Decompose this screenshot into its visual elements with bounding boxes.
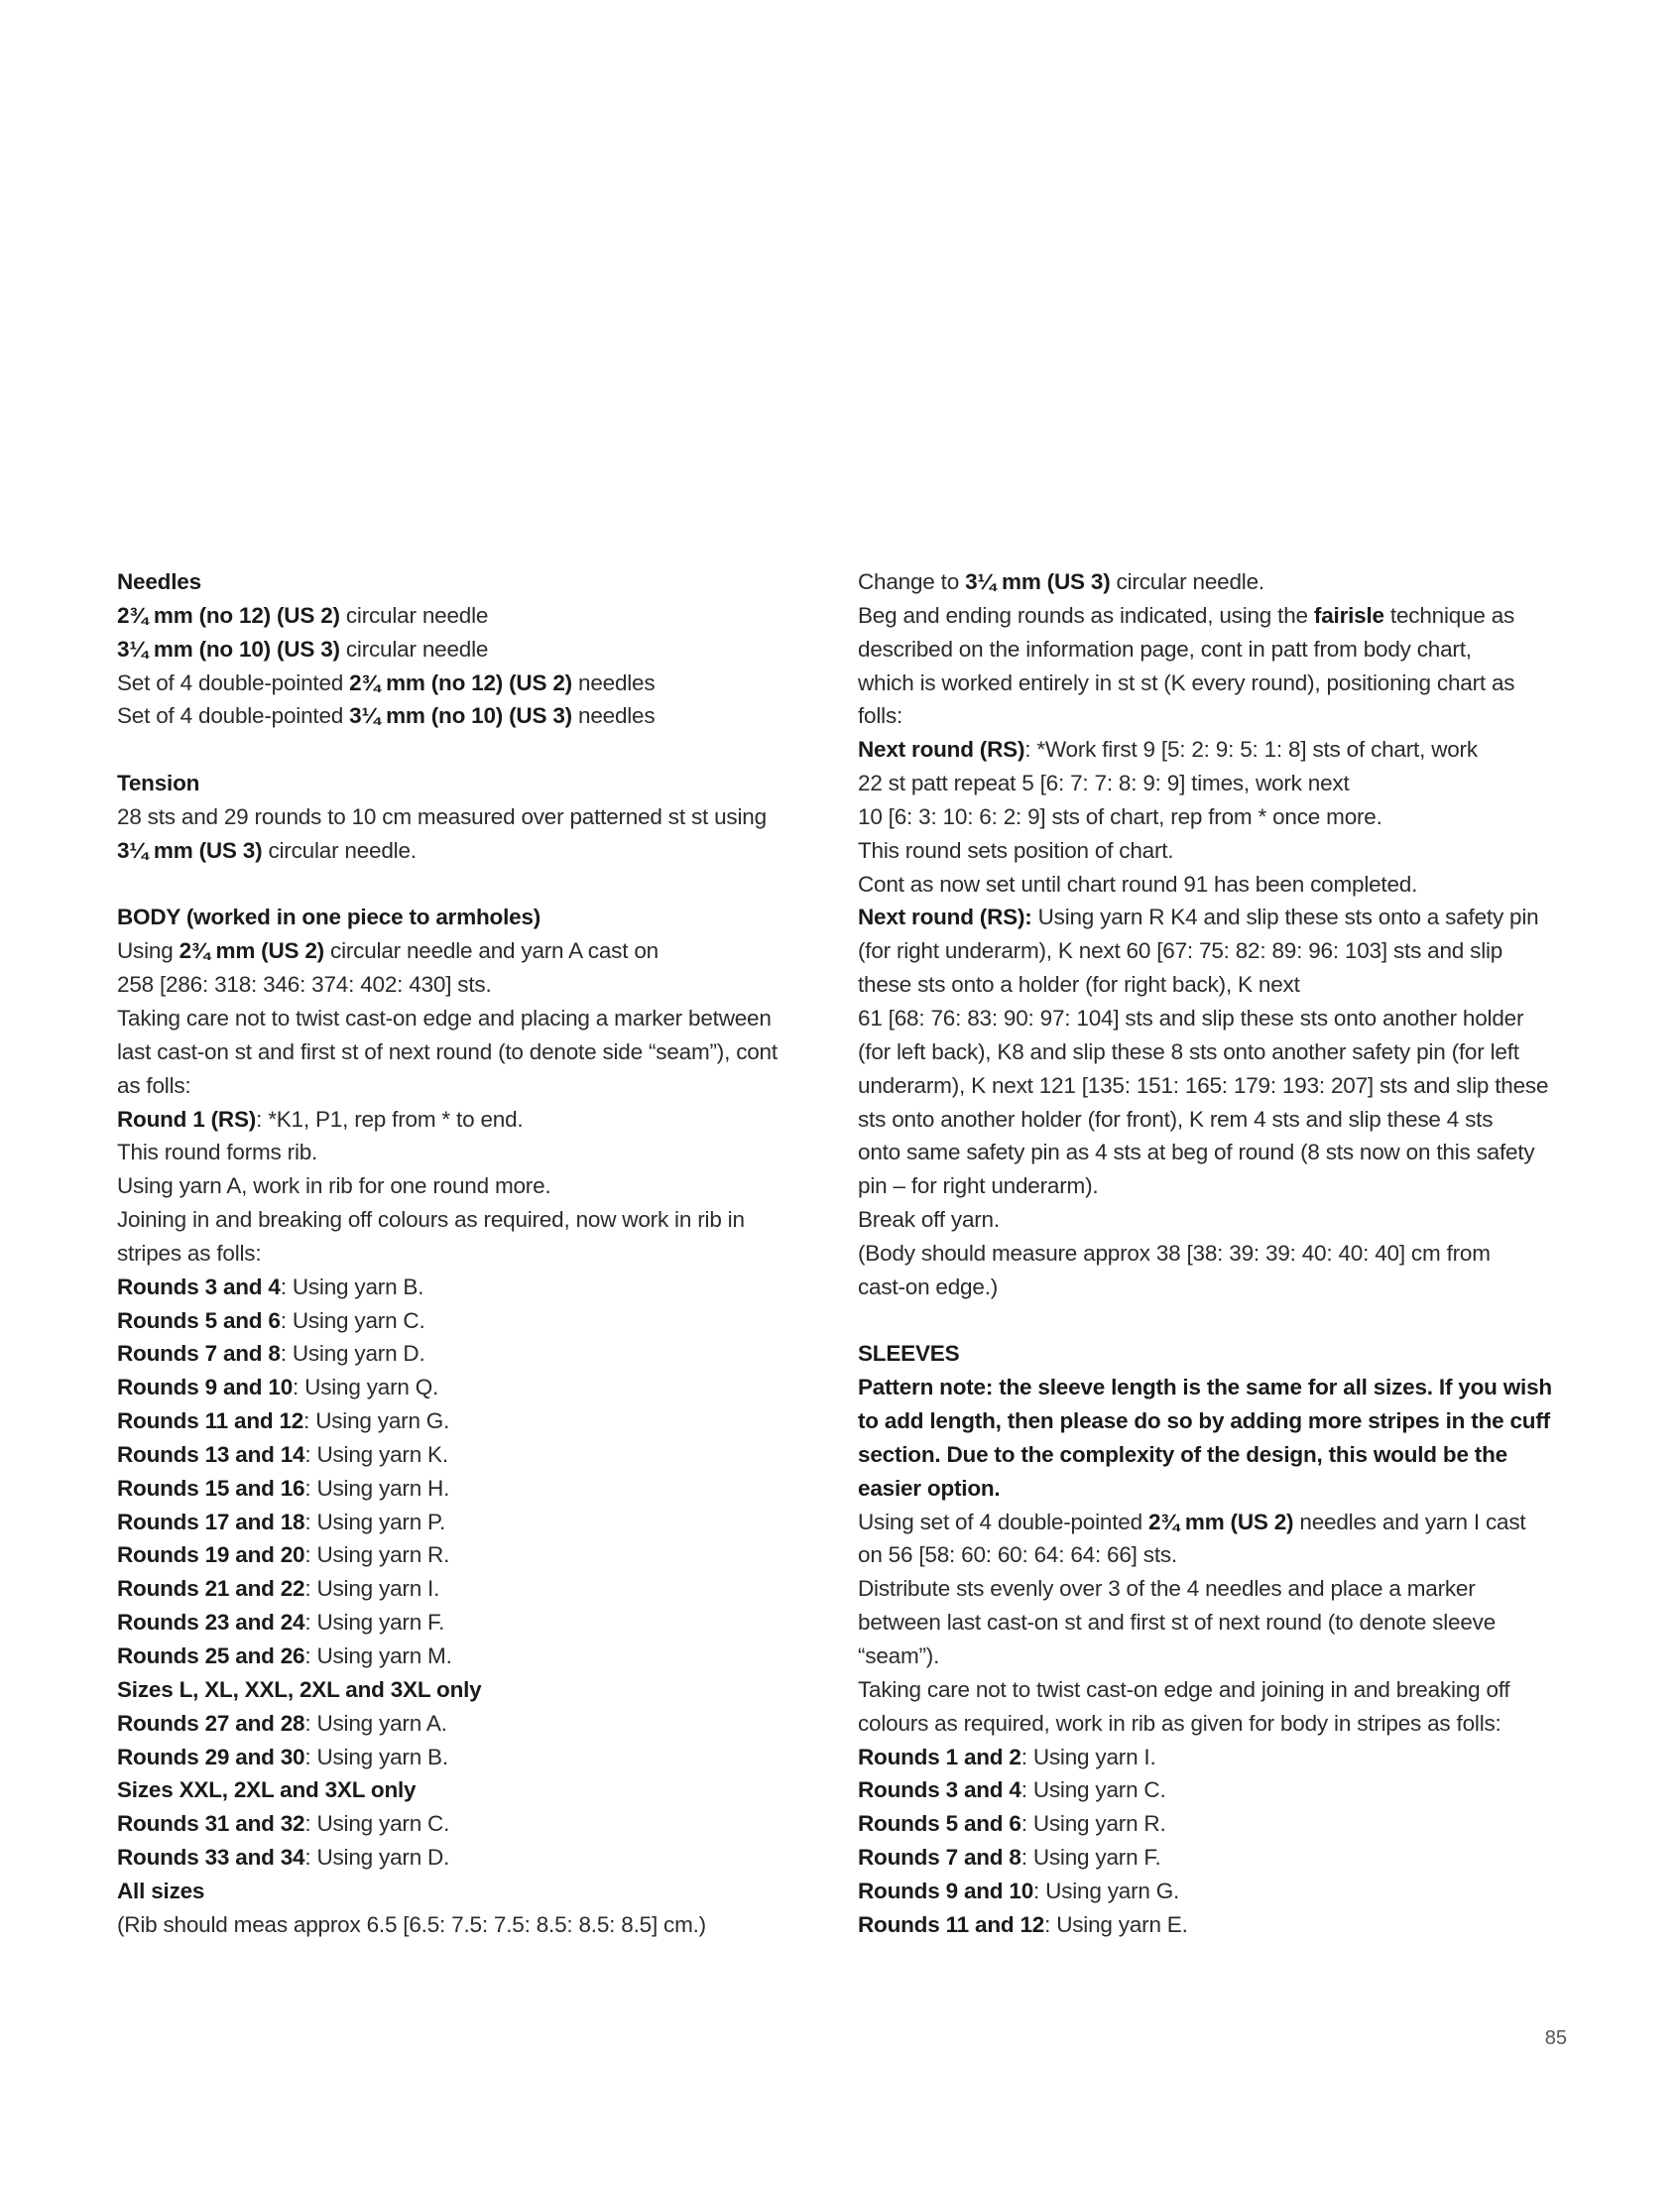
pattern-note: section. Due to the complexity of the design, this would be the [858,1441,1507,1467]
body-text: between last cast-on st and first st of next round (to denote sleeve [858,1610,1497,1636]
body-text: Joining in and breaking off colours as required, now work in rib in [117,1207,745,1233]
round-instruction: Rounds 7 and 8: Using yarn D. [117,1341,425,1367]
round-instruction: Rounds 11 and 12: Using yarn E. [858,1911,1188,1937]
body-text: Cont as now set until chart round 91 has been completed. [858,871,1418,897]
body-text: “seam”). [858,1643,940,1668]
body-text: sts onto another holder (for front), K rem 4 sts and slip these 4 sts [858,1106,1494,1132]
body-text: (for right underarm), K next 60 [67: 75: 82: 89: 96: 103] sts and slip [858,938,1503,964]
sizes-heading: All sizes [117,1878,205,1903]
round-instruction: Rounds 23 and 24: Using yarn F. [117,1610,445,1636]
round-instruction: Rounds 3 and 4: Using yarn B. [117,1274,424,1299]
round-instruction: Rounds 25 and 26: Using yarn M. [117,1643,452,1668]
sleeves-heading: SLEEVES [858,1341,960,1367]
body-text: 22 st patt repeat 5 [6: 7: 7: 8: 9: 9] times, work next [858,771,1350,796]
round-instruction: Rounds 27 and 28: Using yarn A. [117,1710,447,1736]
round-instruction: Rounds 15 and 16: Using yarn H. [117,1475,450,1501]
body-text: these sts onto a holder (for right back), K next [858,972,1300,998]
body-text: Using set of 4 double-pointed 2¾ mm (US 2) needles and yarn I cast [858,1509,1526,1534]
body-text: Break off yarn. [858,1207,1000,1233]
body-text: as folls: [117,1072,191,1098]
round-instruction: Rounds 1 and 2: Using yarn I. [858,1744,1156,1769]
body-stripe-rounds [117,1807,826,1875]
body-text: 10 [6: 3: 10: 6: 2: 9] sts of chart, rep from * once more. [858,803,1382,829]
round-instruction: Rounds 19 and 20: Using yarn R. [117,1542,450,1568]
round-instruction: Round 1 (RS): *K1, P1, rep from * to end. [117,1106,524,1132]
needle-item: 2¾ mm (no 12) (US 2) circular needle [117,602,489,628]
body-text: stripes as folls: [117,1240,262,1266]
tension-text: 3¼ mm (US 3) circular needle. [117,837,417,863]
needle-item: Set of 4 double-pointed 2¾ mm (no 12) (US 2) needles [117,669,656,695]
body-text: Distribute sts evenly over 3 of the 4 needles and place a marker [858,1576,1476,1602]
body-text: Taking care not to twist cast-on edge and placing a marker between [117,1005,772,1031]
body-heading: BODY (worked in one piece to armholes) [117,905,541,930]
body-text: Beg and ending rounds as indicated, using the fairisle technique as [858,602,1515,628]
body-text: underarm), K next 121 [135: 151: 165: 179: 193: 207] sts and slip these [858,1072,1549,1098]
round-instruction: Rounds 29 and 30: Using yarn B. [117,1744,448,1769]
body-text: This round sets position of chart. [858,837,1174,863]
round-instruction: Rounds 7 and 8: Using yarn F. [858,1845,1161,1871]
right-column [858,565,1567,1942]
body-text: 258 [286: 318: 346: 374: 402: 430] sts. [117,972,492,998]
body-text: pin – for right underarm). [858,1173,1099,1199]
tension-heading: Tension [117,771,200,796]
round-instruction: Rounds 31 and 32: Using yarn C. [117,1811,450,1837]
body-text: Taking care not to twist cast-on edge and joining in and breaking off [858,1676,1510,1702]
sizes-heading: Sizes L, XL, XXL, 2XL and 3XL only [117,1676,482,1702]
pattern-note: Pattern note: the sleeve length is the same for all sizes. If you wish [858,1375,1552,1400]
round-instruction: Rounds 13 and 14: Using yarn K. [117,1441,448,1467]
round-instruction: Rounds 5 and 6: Using yarn R. [858,1811,1166,1837]
body-text: described on the information page, cont in patt from body chart, [858,636,1472,662]
round-instruction: Next round (RS): Using yarn R K4 and slip these sts onto a safety pin [858,905,1539,930]
tension-text: 28 sts and 29 rounds to 10 cm measured over patterned st st using [117,803,767,829]
body-text: (Body should measure approx 38 [38: 39: 39: 40: 40: 40] cm from [858,1240,1491,1266]
round-instruction: Next round (RS): *Work first 9 [5: 2: 9: 5: 1: 8] sts of chart, work [858,737,1478,763]
body-text: Change to 3¼ mm (US 3) circular needle. [858,569,1264,594]
round-instruction: Rounds 9 and 10: Using yarn G. [858,1878,1180,1903]
round-instruction: Rounds 3 and 4: Using yarn C. [858,1777,1166,1803]
body-text: folls: [858,703,903,729]
sizes-heading: Sizes XXL, 2XL and 3XL only [117,1777,417,1803]
needles-heading: Needles [117,569,201,594]
pattern-note: easier option. [858,1475,1001,1501]
body-text: 61 [68: 76: 83: 90: 97: 104] sts and slip these sts onto another holder [858,1005,1524,1031]
body-text: cast-on edge.) [858,1274,999,1299]
body-text: Using yarn A, work in rib for one round more. [117,1173,551,1199]
round-instruction: Rounds 33 and 34: Using yarn D. [117,1845,450,1871]
body-text: on 56 [58: 60: 60: 64: 64: 66] sts. [858,1542,1177,1568]
round-instruction: Rounds 11 and 12: Using yarn G. [117,1408,450,1434]
body-text: last cast-on st and first st of next round (to denote side “seam”), cont [117,1038,778,1064]
body-stripe-rounds [117,1271,826,1673]
pattern-note: to add length, then please do so by adding more stripes in the cuff [858,1408,1550,1434]
round-instruction: Rounds 17 and 18: Using yarn P. [117,1509,446,1534]
body-text: onto same safety pin as 4 sts at beg of round (8 sts now on this safety [858,1140,1535,1165]
body-text: which is worked entirely in st st (K every round), positioning chart as [858,669,1515,695]
rib-measurement: (Rib should meas approx 6.5 [6.5: 7.5: 7.5: 8.5: 8.5: 8.5] cm.) [117,1911,706,1937]
needle-item: Set of 4 double-pointed 3¼ mm (no 10) (US 3) needles [117,703,656,729]
page-number: 85 [1544,2027,1567,2049]
body-text: colours as required, work in rib as given for body in stripes as folls: [858,1710,1501,1736]
round-instruction: Rounds 9 and 10: Using yarn Q. [117,1375,439,1400]
round-instruction: Rounds 5 and 6: Using yarn C. [117,1307,425,1333]
body-stripe-rounds [117,1707,826,1774]
needle-item: 3¼ mm (no 10) (US 3) circular needle [117,636,489,662]
sleeve-stripe-rounds [858,1741,1567,1942]
body-text: (for left back), K8 and slip these 8 sts onto another safety pin (for left [858,1038,1519,1064]
body-text: Using 2¾ mm (US 2) circular needle and yarn A cast on [117,938,659,964]
left-column [117,565,826,1942]
body-text: This round forms rib. [117,1140,318,1165]
round-instruction: Rounds 21 and 22: Using yarn I. [117,1576,440,1602]
